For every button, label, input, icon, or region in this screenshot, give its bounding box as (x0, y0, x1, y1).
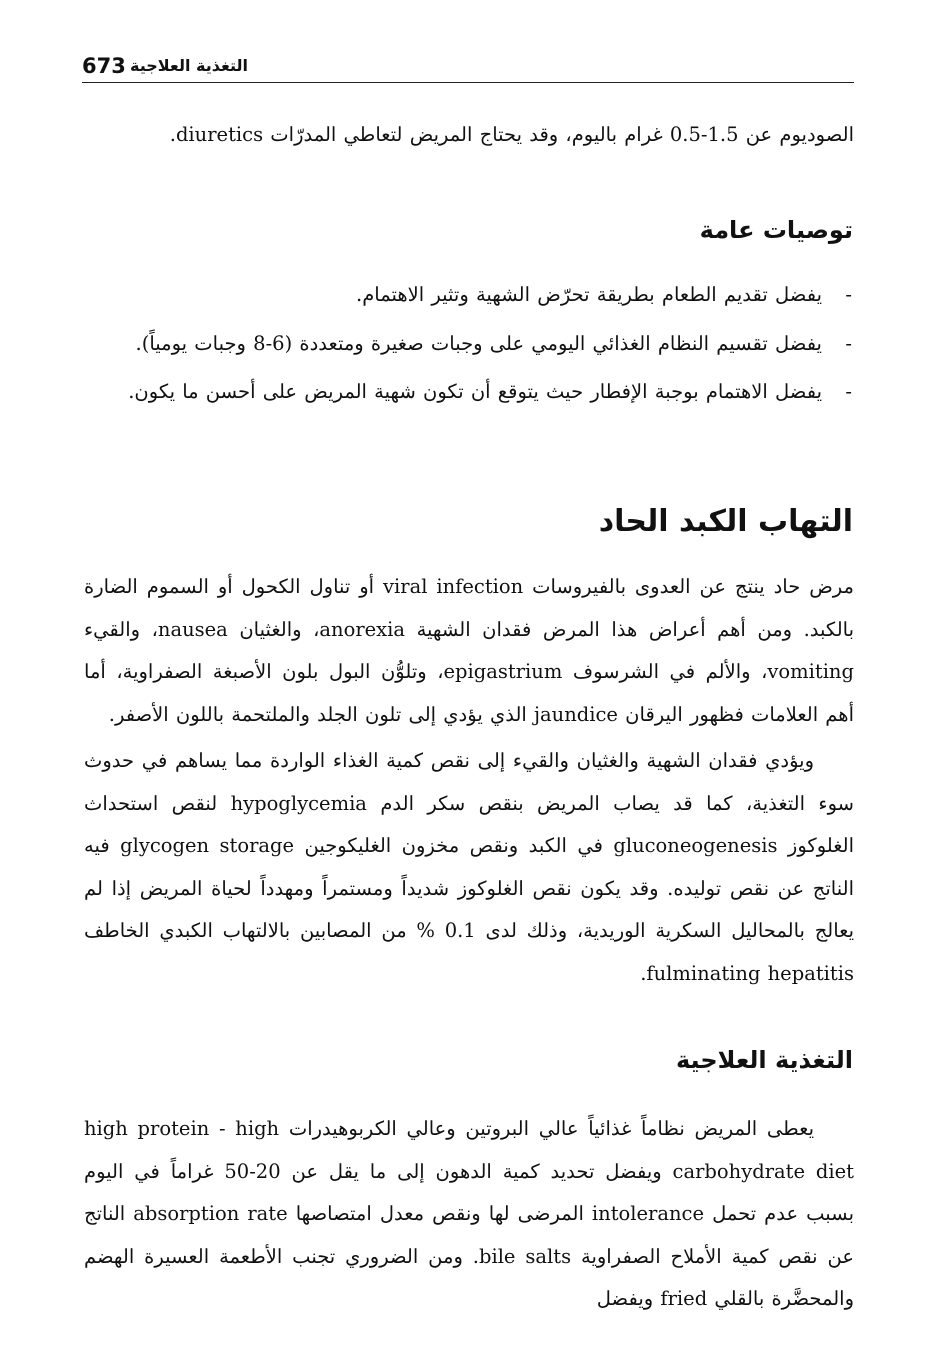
bullet-dash: - (845, 380, 852, 403)
intro-paragraph (84, 114, 854, 157)
paragraph: مرض حاد ينتج عن العدوى بالفيروسات viral infection أو تناول الكحول أو السموم الضارة بالكبد. ومن أهم أعراض هذا المرض فقدان الشهية anorexia، والغثيان nausea، والقيء vomiting، والألم في الشرسوف epigastrium، وتلوُّن البول بلون الأصبغة الصفراوية، أما أهم العلامات فظهور اليرقان jaundice الذي يؤدي إلى تلون الجلد والملتحمة باللون الأصفر. (84, 575, 855, 726)
list-item-text: يفضل الاهتمام بوجبة الإفطار حيث يتوقع أن تكون شهية المريض على أحسن ما يكون. (128, 380, 822, 403)
list-item (84, 323, 854, 366)
page-header (82, 52, 854, 83)
paragraph: ويؤدي فقدان الشهية والغثيان والقيء إلى نقص كمية الغذاء الواردة مما يساهم في حدوث سوء التغذية، كما قد يصاب المريض بنقص سكر الدم hypoglycemia لنقص استحداث الغلوكوز gluconeogenesis في الكبد ونقص مخزون الغليكوجين glycogen storage فيه الناتج عن نقص توليده. وقد يكون نقص الغلوكوز شديداً ومستمراً ومهدداً لحياة المريض إذا لم يعالج بالمحاليل السكرية الوريدية، وذلك لدى 0.1 % من المصابين بالالتهاب الكبدي الخاطف fulminating hepatitis. (84, 749, 855, 985)
therapeutic-nutrition-body (84, 1108, 854, 1321)
bullet-dash: - (845, 283, 852, 306)
intro-text: الصوديوم عن 1.5-0.5 غرام باليوم، وقد يحتاج المريض لتعاطي المدرّات diuretics. (169, 123, 854, 146)
bullet-dash: - (845, 331, 852, 355)
list-item-text: يفضل تقديم الطعام بطريقة تحرّض الشهية وتثير الاهتمام. (356, 283, 822, 306)
acute-hepatitis-body (84, 566, 854, 995)
section-heading-therapeutic-nutrition: التغذية العلاجية (675, 1046, 853, 1074)
page-number: 673 (82, 54, 126, 78)
recommendations-list (84, 274, 854, 420)
paragraph: يعطى المريض نظاماً غذائياً عالي البروتين وعالي الكربوهيدرات high protein - high carbohydrate diet ويفضل تحديد كمية الدهون إلى ما يقل عن 20-50 غراماً في اليوم بسبب عدم تحمل intolerance المرضى لها ونقص معدل امتصاصها absorption rate الناتج عن نقص كمية الأملاح الصفراوية bile salts. ومن الضروري تجنب الأطعمة العسيرة الهضم والمحضَّرة بالقلي fried ويفضل (84, 1117, 855, 1310)
list-item (84, 274, 854, 317)
list-item (84, 371, 854, 414)
section-heading-general-recommendations: توصيات عامة (699, 216, 853, 244)
running-title: التغذية العلاجية (130, 56, 249, 75)
section-heading-acute-hepatitis: التهاب الكبد الحاد (598, 504, 853, 539)
list-item-text: يفضل تقسيم النظام الغذائي اليومي على وجبات صغيرة ومتعددة (6-8 وجبات يومياً). (135, 331, 822, 355)
